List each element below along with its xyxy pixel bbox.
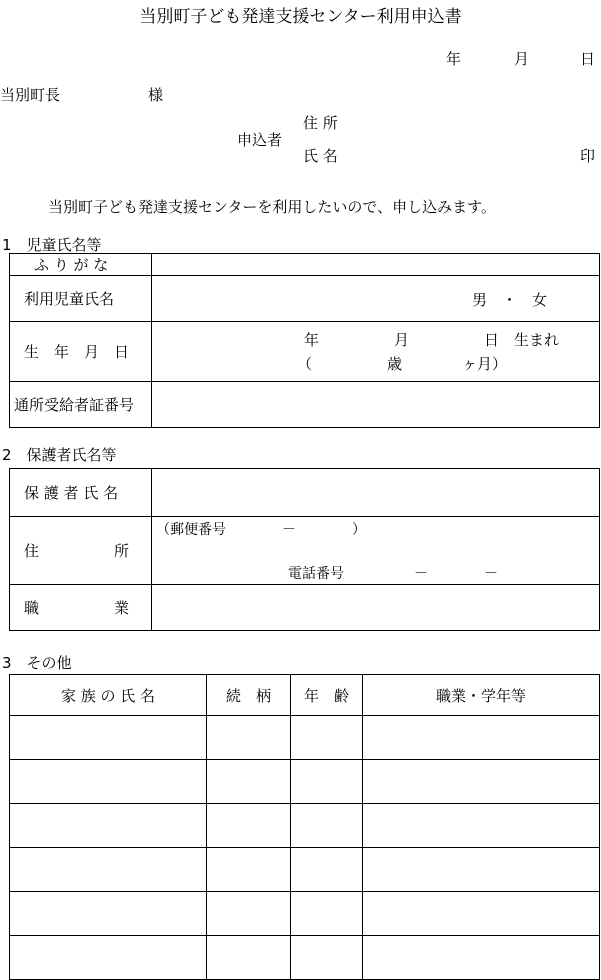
certificate-number-label: 通所受給者証番号 bbox=[10, 382, 152, 428]
guardian-address-field[interactable] bbox=[152, 517, 600, 585]
table-row bbox=[10, 848, 600, 892]
age-header: 年 齢 bbox=[291, 675, 363, 716]
table-row bbox=[10, 716, 600, 760]
page-title: 当別町子ども発達支援センター利用申込書 bbox=[139, 7, 462, 27]
age-cell[interactable] bbox=[291, 760, 363, 804]
age-cell[interactable] bbox=[291, 936, 363, 980]
furigana-label: ふ り が な bbox=[10, 254, 152, 276]
family-name-cell[interactable] bbox=[10, 804, 207, 848]
family-name-cell[interactable] bbox=[10, 760, 207, 804]
addressee: 当別町長 bbox=[0, 86, 61, 104]
date-month: 月 bbox=[514, 50, 530, 68]
birthdate-field[interactable] bbox=[152, 322, 600, 382]
occupation-cell[interactable] bbox=[363, 804, 600, 848]
age-cell[interactable] bbox=[291, 716, 363, 760]
guardian-info-table bbox=[9, 468, 600, 631]
relationship-header: 続 柄 bbox=[207, 675, 291, 716]
occupation-cell[interactable] bbox=[363, 936, 600, 980]
family-name-cell[interactable] bbox=[10, 892, 207, 936]
child-name-label: 利用児童氏名 bbox=[10, 276, 152, 322]
birthdate-line: 年 月 日 生まれ bbox=[304, 331, 560, 349]
date-day: 日 bbox=[580, 50, 596, 68]
birthdate-label: 生 年 月 日 bbox=[10, 322, 152, 382]
statement: 当別町子ども発達支援センターを利用したいので、申し込みます。 bbox=[48, 198, 496, 216]
applicant-label: 申込者 bbox=[237, 131, 283, 149]
guardian-name-field[interactable] bbox=[152, 469, 600, 517]
furigana-field[interactable] bbox=[152, 254, 600, 276]
table-row bbox=[10, 892, 600, 936]
relationship-cell[interactable] bbox=[207, 848, 291, 892]
relationship-cell[interactable] bbox=[207, 892, 291, 936]
certificate-number-field[interactable] bbox=[152, 382, 600, 428]
guardian-name-label: 保 護 者 氏 名 bbox=[10, 469, 152, 517]
age-cell[interactable] bbox=[291, 848, 363, 892]
table-row bbox=[10, 760, 600, 804]
child-info-table bbox=[9, 253, 600, 428]
occupation-cell[interactable] bbox=[363, 892, 600, 936]
applicant-name-label: 氏 名 bbox=[303, 147, 338, 165]
gender-select[interactable]: 男 ・ 女 bbox=[472, 291, 548, 309]
occupation-cell[interactable] bbox=[363, 716, 600, 760]
table-row bbox=[10, 936, 600, 980]
section1-heading: 1 児童氏名等 bbox=[2, 236, 102, 254]
relationship-cell[interactable] bbox=[207, 716, 291, 760]
relationship-cell[interactable] bbox=[207, 760, 291, 804]
date-year: 年 bbox=[446, 50, 462, 68]
section2-heading: 2 保護者氏名等 bbox=[2, 446, 117, 464]
section3-heading: 3 その他 bbox=[2, 654, 72, 672]
phone-number: 電話番号 － － bbox=[288, 566, 498, 582]
occupation-cell[interactable] bbox=[363, 760, 600, 804]
occupation-label: 職 業 bbox=[10, 585, 152, 631]
applicant-address-label: 住 所 bbox=[303, 114, 338, 132]
occupation-field[interactable] bbox=[152, 585, 600, 631]
family-name-header: 家 族 の 氏 名 bbox=[10, 675, 207, 716]
seal-mark: 印 bbox=[580, 147, 596, 165]
age-line: （ 歳 ヶ月） bbox=[297, 355, 508, 373]
age-cell[interactable] bbox=[291, 804, 363, 848]
table-row bbox=[10, 804, 600, 848]
child-name-field[interactable] bbox=[152, 276, 600, 322]
addressee-honorific: 様 bbox=[148, 86, 164, 104]
family-name-cell[interactable] bbox=[10, 716, 207, 760]
postal-code: （郵便番号 － ） bbox=[156, 522, 366, 538]
occupation-cell[interactable] bbox=[363, 848, 600, 892]
age-cell[interactable] bbox=[291, 892, 363, 936]
relationship-cell[interactable] bbox=[207, 804, 291, 848]
family-name-cell[interactable] bbox=[10, 848, 207, 892]
guardian-address-label: 住 所 bbox=[10, 517, 152, 585]
family-name-cell[interactable] bbox=[10, 936, 207, 980]
family-table bbox=[9, 674, 600, 980]
occupation-grade-header: 職業・学年等 bbox=[363, 675, 600, 716]
relationship-cell[interactable] bbox=[207, 936, 291, 980]
